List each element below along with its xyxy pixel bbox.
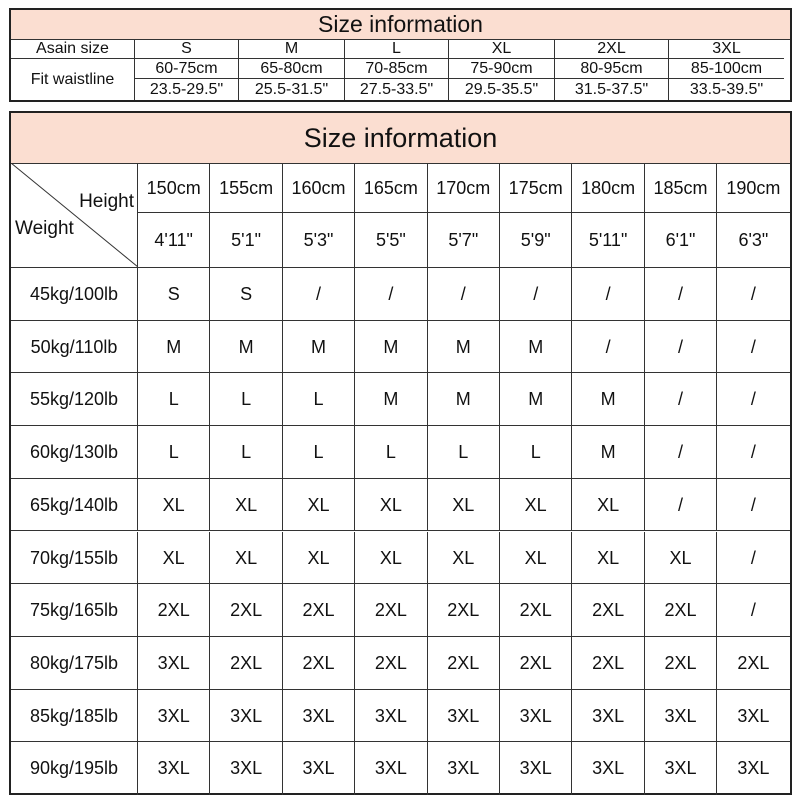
size-header-l: L [345,39,449,59]
height-ft-header: 5'9" [500,213,572,268]
height-cm-header: 155cm [210,163,282,213]
height-weight-corner-cell [11,163,138,268]
height-weight-table-title: Size information [11,113,790,164]
height-cm-header: 165cm [355,163,427,213]
height-weight-size-table [9,111,792,795]
size-cell: XL [645,532,717,585]
weight-row-label: 60kg/130lb [11,426,138,479]
height-cm-header: 175cm [500,163,572,213]
size-cell: 3XL [428,690,500,743]
size-cell: XL [500,532,572,585]
size-cell: / [717,479,789,532]
size-cell: XL [210,479,282,532]
size-cell: 2XL [210,637,282,690]
size-cell: / [645,426,717,479]
height-cm-header: 180cm [572,163,644,213]
size-cell: 2XL [138,584,210,637]
size-cell: 3XL [645,742,717,795]
size-cell: M [572,373,644,426]
size-cell: XL [283,479,355,532]
size-cell: 2XL [572,637,644,690]
size-cell: XL [428,479,500,532]
size-cell: 2XL [355,584,427,637]
size-cell: 2XL [500,637,572,690]
size-cell: 3XL [283,690,355,743]
size-cell: / [572,321,644,374]
height-cm-header: 170cm [428,163,500,213]
size-cell: / [572,268,644,321]
size-cell: 2XL [428,584,500,637]
height-ft-header: 5'1" [210,213,282,268]
waist-cm-s: 60-75cm [135,59,239,79]
size-cell: 3XL [737,758,770,779]
size-cell: XL [572,479,644,532]
weight-row-label: 65kg/140lb [11,479,138,532]
size-cell: 2XL [645,584,717,637]
size-cell: 3XL [210,742,282,795]
size-cell: XL [138,479,210,532]
size-cell: XL [572,532,644,585]
waist-inch-s: 23.5-29.5" [135,79,239,100]
size-cell: M [428,373,500,426]
asian-size-table-title: Size information [11,10,790,40]
size-cell: L [138,373,210,426]
size-cell: 2XL [210,584,282,637]
size-cell: XL [283,532,355,585]
size-header-xl: XL [449,39,555,59]
size-cell: / [355,268,427,321]
size-cell: M [500,373,572,426]
height-cm-header: 160cm [283,163,355,213]
height-ft-header: 6'3" [717,213,789,268]
weight-row-label: 90kg/195lb [11,742,138,795]
size-cell: / [717,373,789,426]
size-cell: / [717,321,789,374]
asian-size-grid [11,39,790,100]
size-cell: / [717,532,789,585]
size-cell: 2XL [428,637,500,690]
weight-row-label: 50kg/110lb [11,321,138,374]
height-ft-header: 6'1" [645,213,717,268]
size-header-m: M [239,39,345,59]
size-cell: 2XL [500,584,572,637]
size-cell: L [138,426,210,479]
size-cell: XL [210,532,282,585]
size-cell: / [283,268,355,321]
size-cell: / [500,268,572,321]
height-cm-header: 190cm [717,163,789,213]
size-cell: / [645,479,717,532]
corner-diagonal-line [11,163,138,268]
size-cell: 3XL [210,690,282,743]
size-cell: S [210,268,282,321]
height-ft-header: 5'11" [572,213,644,268]
asian-size-table [9,8,792,102]
weight-row-label: 70kg/155lb [11,532,138,585]
size-header-2xl: 2XL [555,39,669,59]
size-cell: 2XL [283,637,355,690]
size-cell: L [428,426,500,479]
waist-cm-l: 70-85cm [345,59,449,79]
size-cell: M [500,321,572,374]
size-cell: XL [355,479,427,532]
size-cell: 2XL [572,584,644,637]
size-cell: M [572,426,644,479]
size-cell: 3XL [138,742,210,795]
waist-inch-2xl: 31.5-37.5" [555,79,669,100]
size-cell: / [428,268,500,321]
weight-row-label: 80kg/175lb [11,637,138,690]
height-ft-header: 4'11" [138,213,210,268]
size-cell: XL [138,532,210,585]
waist-cm-m: 65-80cm [239,59,345,79]
size-cell: XL [500,479,572,532]
size-cell: M [210,321,282,374]
weight-row-label: 55kg/120lb [11,373,138,426]
size-cell: L [210,426,282,479]
size-cell: 3XL [428,742,500,795]
height-cm-header: 150cm [138,163,210,213]
size-cell: 2XL [355,637,427,690]
size-cell: 2XL [717,637,789,690]
height-ft-header: 5'3" [283,213,355,268]
size-cell: S [138,268,210,321]
height-ft-header: 5'7" [428,213,500,268]
size-cell: / [717,268,789,321]
size-cell: XL [428,532,500,585]
size-cell: L [355,426,427,479]
size-cell: 3XL [283,742,355,795]
size-cell: L [283,426,355,479]
size-cell: 2XL [645,637,717,690]
size-header-s: S [135,39,239,59]
size-cell: 3XL [645,690,717,743]
size-cell: M [355,373,427,426]
size-cell: 3XL [355,742,427,795]
size-cell: / [717,426,789,479]
size-cell: 3XL [138,637,210,690]
size-cell: 3XL [355,690,427,743]
size-cell: 3XL [500,690,572,743]
height-axis-label: Height [79,191,134,212]
size-cell: XL [355,532,427,585]
height-cm-header: 185cm [645,163,717,213]
weight-row-label: 75kg/165lb [11,584,138,637]
weight-row-label: 45kg/100lb [11,268,138,321]
size-cell: / [645,268,717,321]
waist-inch-m: 25.5-31.5" [239,79,345,100]
waist-cm-xl: 75-90cm [449,59,555,79]
waist-inch-3xl: 33.5-39.5" [689,81,764,98]
size-cell: 2XL [283,584,355,637]
size-cell: L [500,426,572,479]
size-header-3xl: 3XL [669,39,784,59]
size-cell: M [138,321,210,374]
size-cell: 3XL [717,690,789,743]
weight-row-label: 85kg/185lb [11,690,138,743]
size-cell: M [283,321,355,374]
weight-axis-label: Weight [15,218,74,239]
size-cell: 3XL [500,742,572,795]
fit-waistline-label: Fit waistline [11,59,135,100]
size-cell: 3XL [572,742,644,795]
size-cell: M [428,321,500,374]
height-ft-header: 5'5" [355,213,427,268]
waist-inch-xl: 29.5-35.5" [449,79,555,100]
size-cell: / [717,584,789,637]
size-cell: / [645,321,717,374]
size-cell: M [355,321,427,374]
waist-cm-2xl: 80-95cm [555,59,669,79]
size-cell: L [210,373,282,426]
size-cell: / [645,373,717,426]
size-cell: 3XL [572,690,644,743]
asian-size-label: Asain size [11,39,135,59]
waist-cm-3xl: 85-100cm [669,59,784,79]
waist-inch-l: 27.5-33.5" [345,79,449,100]
size-cell: L [283,373,355,426]
size-cell: 3XL [138,690,210,743]
